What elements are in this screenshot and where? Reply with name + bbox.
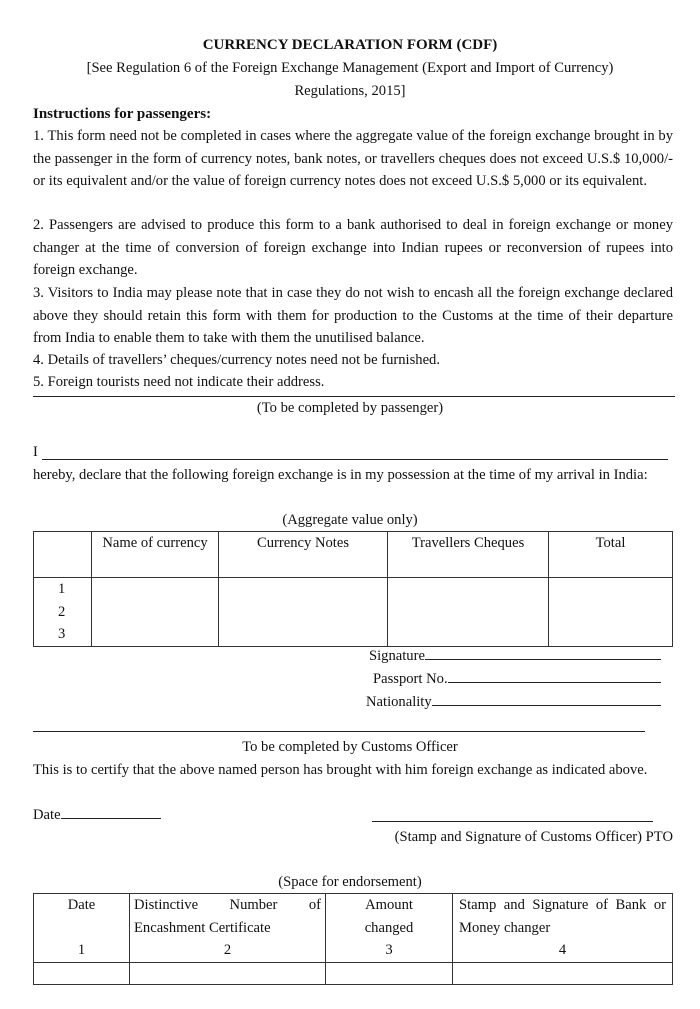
date-field[interactable] xyxy=(61,804,161,819)
passport-label: Passport No. xyxy=(373,671,448,687)
customs-signature-field[interactable] xyxy=(372,821,653,822)
header-name-of-currency: Name of currency xyxy=(92,532,219,578)
instruction-4: 4. Details of travellers’ cheques/currency notes need not be furnished. xyxy=(33,352,440,368)
table-header-row xyxy=(34,532,673,578)
endorsement-certificate-label: Distinctive Number of Encashment Certificate xyxy=(134,897,321,936)
table-row xyxy=(34,578,673,647)
endorsement-amount-input[interactable] xyxy=(326,962,453,984)
header-currency-notes: Currency Notes xyxy=(219,532,388,578)
declarant-name-field[interactable] xyxy=(42,459,668,460)
row-number-2: 2 xyxy=(58,603,66,620)
customs-divider xyxy=(33,731,645,732)
endorsement-col-number-4: 4 xyxy=(558,942,567,959)
form-subtitle-line2: Regulations, 2015] xyxy=(294,83,406,99)
endorsement-header-row xyxy=(34,894,673,963)
customs-stamp-label: (Stamp and Signature of Customs Officer) PTO xyxy=(394,829,673,845)
header-travellers-cheques: Travellers Cheques xyxy=(388,532,549,578)
endorsement-caption: (Space for endorsement) xyxy=(278,874,422,890)
row-number-cell xyxy=(34,578,92,647)
currency-notes-input[interactable] xyxy=(219,578,388,647)
passenger-section-heading: (To be completed by passenger) xyxy=(256,400,444,416)
endorsement-col-number-2: 2 xyxy=(223,942,232,959)
aggregate-caption: (Aggregate value only) xyxy=(282,512,418,528)
total-input[interactable] xyxy=(549,578,673,647)
instructions-heading: Instructions for passengers: xyxy=(33,106,212,122)
header-total: Total xyxy=(549,532,673,578)
signature-field[interactable] xyxy=(425,645,661,660)
form-title: CURRENCY DECLARATION FORM (CDF) xyxy=(202,37,498,53)
header-cell-blank xyxy=(34,532,92,578)
row-number-3: 3 xyxy=(58,626,66,643)
endorsement-table xyxy=(33,893,673,985)
certify-text: This is to certify that the above named person has brought with him foreign exchange as indicated above. xyxy=(33,762,648,778)
endorsement-certificate-input[interactable] xyxy=(130,962,326,984)
declarant-i-label: I xyxy=(33,444,38,460)
endorsement-col-number-1: 1 xyxy=(77,941,86,958)
endorsement-amount-label: Amount changed xyxy=(364,897,414,936)
endorsement-stamp-input[interactable] xyxy=(453,962,673,984)
date-label: Date xyxy=(33,807,61,823)
currency-name-input[interactable] xyxy=(92,578,219,647)
date-row xyxy=(33,804,161,827)
foreign-exchange-table xyxy=(33,531,673,647)
customs-section-heading: To be completed by Customs Officer xyxy=(242,739,458,755)
passport-field[interactable] xyxy=(448,668,661,683)
endorsement-stamp-header xyxy=(453,894,673,963)
endorsement-col-number-3: 3 xyxy=(385,942,393,959)
instruction-1: 1. This form need not be completed in cases where the aggregate value of the foreign exchange brought in by the passenger in the form of currency notes, bank notes, or travellers cheques does not exceed U.S.$ 10,000/- or its equivalent and/or the value of foreign currency notes does not exceed U.S.$ 5,000 or its equivalent. xyxy=(33,128,673,190)
endorsement-date-header xyxy=(34,894,130,963)
nationality-label: Nationality xyxy=(366,694,432,710)
endorsement-certificate-header xyxy=(130,894,326,963)
instruction-3: 3. Visitors to India may please note that in case they do not wish to encash all the foreign exchange declared above they should retain this form with them for production to the Customs at the time of their departure from India to enable them to take with them the unutilised balance. xyxy=(33,285,673,347)
declaration-text: hereby, declare that the following foreign exchange is in my possession at the time of my arrival in India: xyxy=(33,467,648,483)
nationality-row xyxy=(366,691,661,714)
passport-row xyxy=(373,668,661,691)
endorsement-entry-row xyxy=(34,962,673,984)
signature-label: Signature xyxy=(369,648,425,664)
travellers-cheques-input[interactable] xyxy=(388,578,549,647)
instruction-5: 5. Foreign tourists need not indicate their address. xyxy=(33,374,325,390)
endorsement-date-label: Date xyxy=(67,897,96,913)
form-subtitle-line1: [See Regulation 6 of the Foreign Exchange Management (Export and Import of Currency) xyxy=(86,60,614,76)
row-number-1: 1 xyxy=(58,581,66,597)
instruction-2: 2. Passengers are advised to produce this form to a bank authorised to deal in foreign exchange or money changer at the time of conversion of foreign exchange into Indian rupees or reconversion of rupees into foreign exchange. xyxy=(33,217,673,279)
signature-row xyxy=(369,645,661,668)
endorsement-amount-header xyxy=(326,894,453,963)
endorsement-date-input[interactable] xyxy=(34,962,130,984)
nationality-field[interactable] xyxy=(432,691,661,706)
endorsement-stamp-label: Stamp and Signature of Bank or Money changer xyxy=(459,897,666,936)
